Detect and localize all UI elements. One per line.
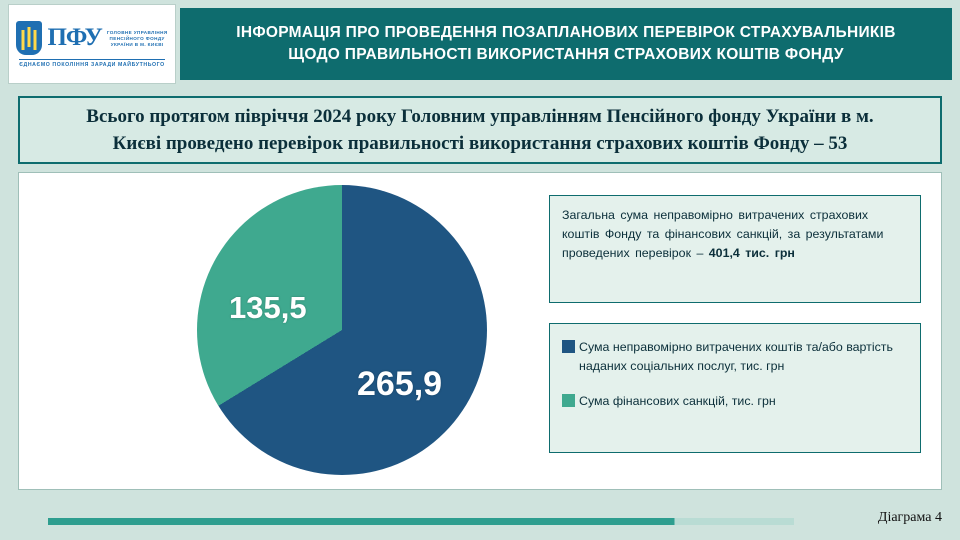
legend-swatch-secondary-icon	[562, 394, 575, 407]
page-title-line-2: ЩОДО ПРАВИЛЬНОСТІ ВИКОРИСТАННЯ СТРАХОВИХ КОШТІВ ФОНДУ	[288, 46, 844, 63]
logo-slogan: ЄДНАЄМО ПОКОЛІННЯ ЗАРАДИ МАЙБУТНЬОГО	[19, 59, 165, 68]
page-title	[180, 8, 952, 80]
legend-label-secondary: Сума фінансових санкцій, тис. грн	[579, 394, 776, 408]
summary-statement-line-1: Всього протягом півріччя 2024 року Головним управлінням Пенсійного фонду України в м.	[86, 106, 874, 127]
logo-org-line-1: ГОЛОВНЕ УПРАВЛІННЯ	[106, 29, 168, 35]
organization-logo	[8, 4, 176, 84]
logo-mark	[16, 21, 167, 55]
logo-org-line-2: ПЕНСІЙНОГО ФОНДУ	[109, 35, 165, 41]
chart-panel	[18, 172, 942, 490]
summary-statement-line-2: Києві проведено перевірок правильності використання страхових коштів Фонду – 53	[112, 133, 848, 154]
legend-item	[562, 392, 908, 411]
chart-legend	[549, 323, 921, 453]
note-text-body: Загальна сума неправомірно витрачених страхових коштів Фонду та фінансових санкцій, за результатами проведених перевірок –	[562, 208, 884, 260]
pie-slice-label-secondary: 135,5	[229, 290, 307, 325]
logo-org-lines	[107, 30, 168, 48]
legend-label-primary: Сума неправомірно витрачених коштів та/або вартість наданих соціальних послуг, тис. грн	[579, 340, 893, 373]
note-highlight-value: 401,4 тис. грн	[708, 246, 795, 260]
page-title-line-1: ІНФОРМАЦІЯ ПРО ПРОВЕДЕННЯ ПОЗАПЛАНОВИХ ПЕРЕВІРОК СТРАХУВАЛЬНИКІВ	[236, 24, 896, 41]
logo-abbreviation: ПФУ	[47, 23, 102, 51]
total-amount-note	[549, 195, 921, 303]
pie-slice-label-primary: 265,9	[357, 365, 443, 403]
header	[0, 0, 960, 88]
summary-statement	[18, 96, 942, 164]
pie-chart	[197, 185, 487, 475]
pie-chart-shape	[197, 185, 487, 475]
figure-caption: Діаграма 4	[877, 510, 942, 525]
legend-item	[562, 338, 908, 376]
footer-decoration-bar	[48, 518, 794, 525]
trident-emblem-icon	[16, 21, 42, 55]
logo-org-line-3: УКРАЇНИ В М. КИЄВІ	[110, 41, 164, 47]
total-amount-note-text	[562, 206, 908, 263]
legend-swatch-primary-icon	[562, 340, 575, 353]
